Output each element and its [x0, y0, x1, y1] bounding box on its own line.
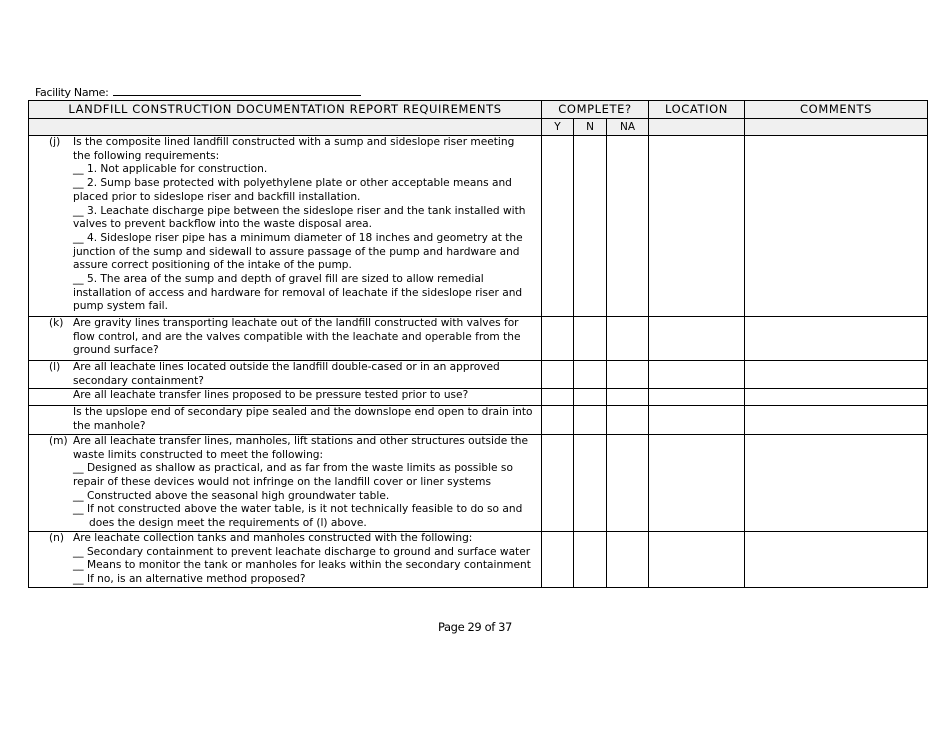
location-cell[interactable] — [649, 317, 745, 361]
complete-n-cell[interactable] — [574, 531, 607, 587]
sub-item: does the design meet the requirements of (l) above. — [89, 517, 367, 530]
item-question: Are all leachate transfer lines proposed to be pressure tested prior to use? — [73, 389, 469, 402]
table-row-l-upslope — [29, 406, 928, 434]
comments-cell[interactable] — [745, 361, 928, 389]
sub-item: __ 5. The area of the sump and depth of gravel fill are sized to allow remedial installation of access and hardware for removal of leachate if the sideslope riser and pump system fail. — [73, 273, 523, 313]
complete-y-cell[interactable] — [542, 434, 574, 531]
complete-na-cell[interactable] — [607, 531, 649, 587]
requirement-cell — [29, 317, 542, 361]
table-row-j — [29, 136, 928, 317]
header-comments-blank — [745, 119, 928, 136]
complete-y-cell[interactable] — [542, 406, 574, 434]
item-label — [29, 389, 73, 403]
header-requirements-blank — [29, 119, 542, 136]
sub-item: __ 2. Sump base protected with polyethylene plate or other acceptable means and placed prior to sideslope riser and backfill installation. — [73, 177, 512, 203]
header-location-blank — [649, 119, 745, 136]
requirement-cell — [29, 406, 542, 434]
comments-cell[interactable] — [745, 434, 928, 531]
complete-y-cell[interactable] — [542, 531, 574, 587]
sub-item: __ Secondary containment to prevent leachate discharge to ground and surface water — [73, 545, 531, 558]
header-n: N — [574, 119, 607, 136]
table-row-l-pressure-test — [29, 389, 928, 406]
facility-name-field — [35, 86, 361, 99]
location-cell[interactable] — [649, 361, 745, 389]
comments-cell[interactable] — [745, 531, 928, 587]
requirement-cell — [29, 389, 542, 406]
item-question: Are gravity lines transporting leachate out of the landfill constructed with valves for flow control, and are the valves compatible with the leachate and operable from the ground surface? — [73, 317, 521, 357]
requirements-table — [28, 100, 928, 588]
complete-n-cell[interactable] — [574, 389, 607, 406]
comments-cell[interactable] — [745, 317, 928, 361]
item-label: (j) — [49, 136, 61, 148]
header-complete: COMPLETE? — [542, 101, 649, 119]
sub-item: __ 4. Sideslope riser pipe has a minimum diameter of 18 inches and geometry at the junction of the sump and sidewall to assure passage of the pump and hardware and assure correct positioning of the intake of the pump. — [73, 231, 523, 272]
location-cell[interactable] — [649, 406, 745, 434]
complete-y-cell[interactable] — [542, 317, 574, 361]
requirement-cell — [29, 531, 542, 587]
sub-item: __ 1. Not applicable for construction. — [73, 163, 268, 176]
table-row-k — [29, 317, 928, 361]
item-question: Is the composite lined landfill constructed with a sump and sideslope riser meeting the following requirements: — [73, 136, 515, 162]
table-row-l — [29, 361, 928, 389]
complete-n-cell[interactable] — [574, 317, 607, 361]
header-location: LOCATION — [649, 101, 745, 119]
item-question: Is the upslope end of secondary pipe sealed and the downslope end open to drain into the manhole? — [73, 406, 533, 433]
facility-name-label: Facility Name: — [35, 86, 109, 99]
complete-n-cell[interactable] — [574, 361, 607, 389]
requirement-cell — [29, 136, 542, 317]
complete-na-cell[interactable] — [607, 317, 649, 361]
sub-item: __ If not constructed above the water table, is it not technically feasible to do so and — [73, 503, 523, 516]
location-cell[interactable] — [649, 389, 745, 406]
item-label — [29, 406, 73, 433]
item-question: Are all leachate transfer lines, manholes, lift stations and other structures outside the waste limits constructed to meet the following: — [73, 434, 528, 461]
facility-name-blank[interactable] — [113, 86, 361, 96]
complete-na-cell[interactable] — [607, 389, 649, 406]
complete-n-cell[interactable] — [574, 434, 607, 531]
complete-na-cell[interactable] — [607, 136, 649, 317]
sub-item: __ If no, is an alternative method proposed? — [73, 572, 306, 585]
complete-n-cell[interactable] — [574, 136, 607, 317]
header-requirements: LANDFILL CONSTRUCTION DOCUMENTATION REPORT REQUIREMENTS — [29, 101, 542, 119]
complete-n-cell[interactable] — [574, 406, 607, 434]
sub-item: __ Constructed above the seasonal high groundwater table. — [73, 489, 390, 502]
item-label: (n) — [49, 531, 64, 544]
complete-na-cell[interactable] — [607, 434, 649, 531]
sub-item: __ Means to monitor the tank or manholes for leaks within the secondary containment — [73, 559, 531, 572]
complete-na-cell[interactable] — [607, 361, 649, 389]
sub-item: __ 3. Leachate discharge pipe between the sideslope riser and the tank installed with valves to prevent backflow into the waste disposal area. — [73, 204, 526, 231]
location-cell[interactable] — [649, 434, 745, 531]
item-label: (k) — [49, 317, 64, 329]
header-comments: COMMENTS — [745, 101, 928, 119]
location-cell[interactable] — [649, 531, 745, 587]
header-y: Y — [542, 119, 574, 136]
requirement-cell — [29, 434, 542, 531]
table-row-m — [29, 434, 928, 531]
item-label: (m) — [49, 434, 68, 447]
item-label: (l) — [49, 361, 61, 373]
comments-cell[interactable] — [745, 389, 928, 406]
complete-na-cell[interactable] — [607, 406, 649, 434]
comments-cell[interactable] — [745, 406, 928, 434]
header-na: NA — [607, 119, 649, 136]
requirement-cell — [29, 361, 542, 389]
table-row-n — [29, 531, 928, 587]
item-question: Are all leachate lines located outside the landfill double-cased or in an approved secondary containment? — [73, 361, 500, 387]
page-number: Page 29 of 37 — [438, 620, 512, 634]
complete-y-cell[interactable] — [542, 361, 574, 389]
item-question: Are leachate collection tanks and manholes constructed with the following: — [73, 531, 473, 544]
complete-y-cell[interactable] — [542, 136, 574, 317]
comments-cell[interactable] — [745, 136, 928, 317]
location-cell[interactable] — [649, 136, 745, 317]
sub-item: __ Designed as shallow as practical, and as far from the waste limits as possible so repair of these devices would not infringe on the landfill cover or liner systems — [73, 462, 513, 488]
complete-y-cell[interactable] — [542, 389, 574, 406]
